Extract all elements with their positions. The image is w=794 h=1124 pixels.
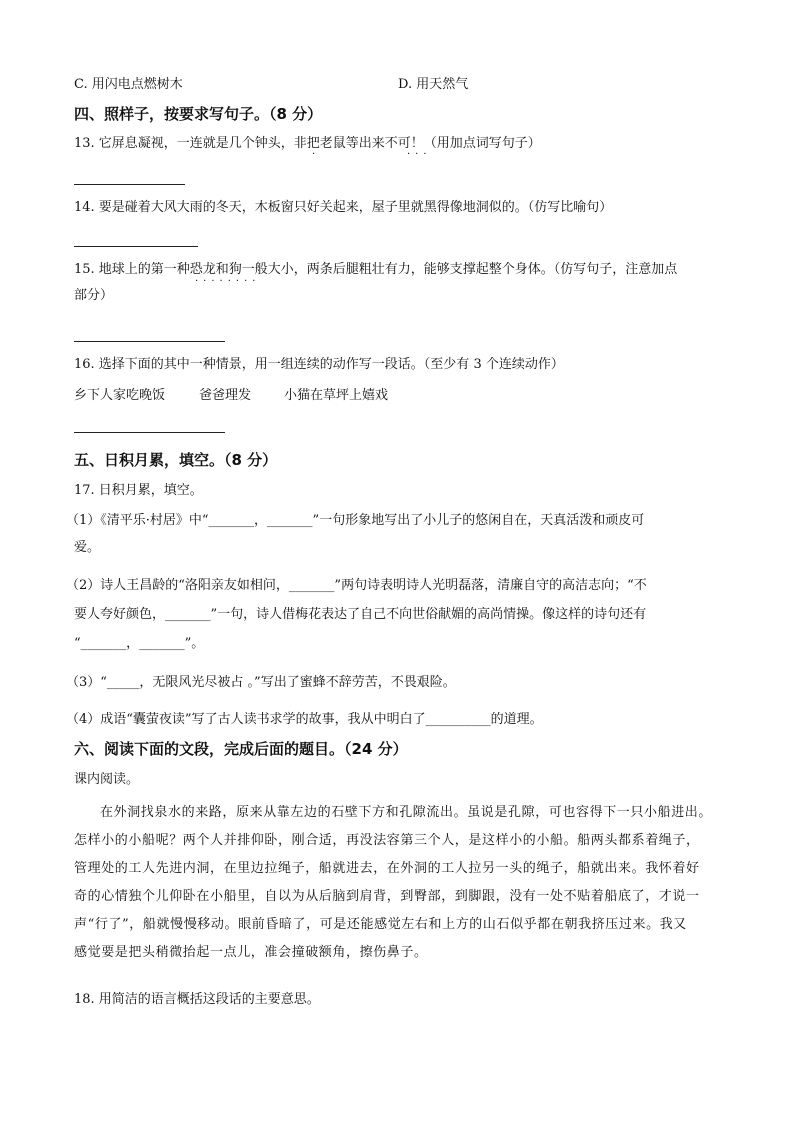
question-13: 13. 它屏息凝视，一连就是几个钟头，非把老鼠等出来不可！（用加点词写句子） [74,136,541,151]
scenario-option-3: 小猫在草坪上嬉戏 [284,388,389,403]
reading-passage [74,799,734,967]
emphasis-dots-13a: · [312,149,321,160]
item-2-line-2: 要人夸好颜色，_______”一句，诗人借梅花表达了自己不向世俗献媚的高尚情操。像这样的诗句还有 [74,607,647,622]
passage-line: 声“行了”，船就慢慢移动。眼前昏暗了，可是还能感觉左右和上方的山石似乎都在朝我挤压过来。我又 [74,917,687,932]
section-5-title: 五、日积月累，填空。（8 分） [74,451,278,469]
item-2-line-1: （2）诗人王昌龄的“洛阳亲友如相问，_______”两句诗表明诗人光明磊落，清廉自守的高洁志向；“不 [66,578,647,593]
question-17: 17. 日积月累，填空。 [74,483,203,498]
section-4-title: 四、照样子，按要求写句子。（8 分） [74,105,323,123]
question-15-line-2: 部分） [74,288,114,303]
emphasis-dots-13b: ··· [407,149,432,160]
passage-line: 管理处的工人先进内洞，在里边拉绳子，船就进去，在外洞的工人拉另一头的绳子，船就出来。我怀着好 [74,861,700,876]
scenario-option-1: 乡下人家吃晚饭 [74,388,166,403]
question-16: 16. 选择下面的其中一种情景，用一组连续的动作写一段话。（至少有 3 个连续动作） [74,357,564,372]
option-d: D. 用天然气 [398,77,469,92]
section-6-title: 六、阅读下面的文段，完成后面的题目。（24 分） [74,740,408,758]
passage-line: 奇的心情独个儿仰卧在小船里，自以为从后脑到肩背，到臀部，到脚跟，没有一处不贴着船底了，才说一 [74,889,700,904]
item-1-line-2: 爱。 [74,540,101,555]
answer-line-13[interactable] [74,184,185,185]
item-1-line-1: （1）《清平乐·村居》中“_______，_______”一句形象地写出了小儿子的悠闲自在，天真活泼和顽皮可 [66,513,645,528]
question-18: 18. 用简洁的语言概括这段话的主要意思。 [74,992,320,1007]
item-3: （3）“_____，无限风光尽被占 。”写出了蜜蜂不辞劳苦，不畏艰险。 [66,675,456,690]
answer-line-15[interactable] [74,341,225,342]
item-4: （4）成语“囊萤夜读”写了古人读书求学的故事，我从中明白了__________的道理。 [66,712,543,727]
question-15-line-1: 15. 地球上的第一种恐龙和狗一般大小，两条后腿粗壮有力，能够支撑起整个身体。（仿写句子，注意加点 [74,262,678,277]
answer-line-14[interactable] [74,246,198,247]
emphasis-dots-15: ········ [195,276,261,287]
option-c: C. 用闪电点燃树木 [74,77,183,92]
passage-line: 感觉要是把头稍微抬起一点儿，准会撞破额角，擦伤鼻子。 [74,945,428,960]
answer-line-16[interactable] [74,432,225,433]
scenario-option-2: 爸爸理发 [199,388,252,403]
reading-intro: 课内阅读。 [74,772,140,787]
question-14: 14. 要是碰着大风大雨的冬天，木板窗只好关起来，屋子里就黑得像地洞似的。（仿写比喻句） [74,200,613,215]
passage-line: 怎样小的小船呢？两个人并排仰卧，刚合适，再没法容第三个人，是这样小的小船。船两头都系着绳子， [74,833,700,848]
passage-line: 在外洞找泉水的来路，原来从靠左边的石壁下方和孔隙流出。虽说是孔隙，可也容得下一只小船进出。 [100,805,713,820]
item-2-line-3: “_______，_______”。 [74,636,205,651]
